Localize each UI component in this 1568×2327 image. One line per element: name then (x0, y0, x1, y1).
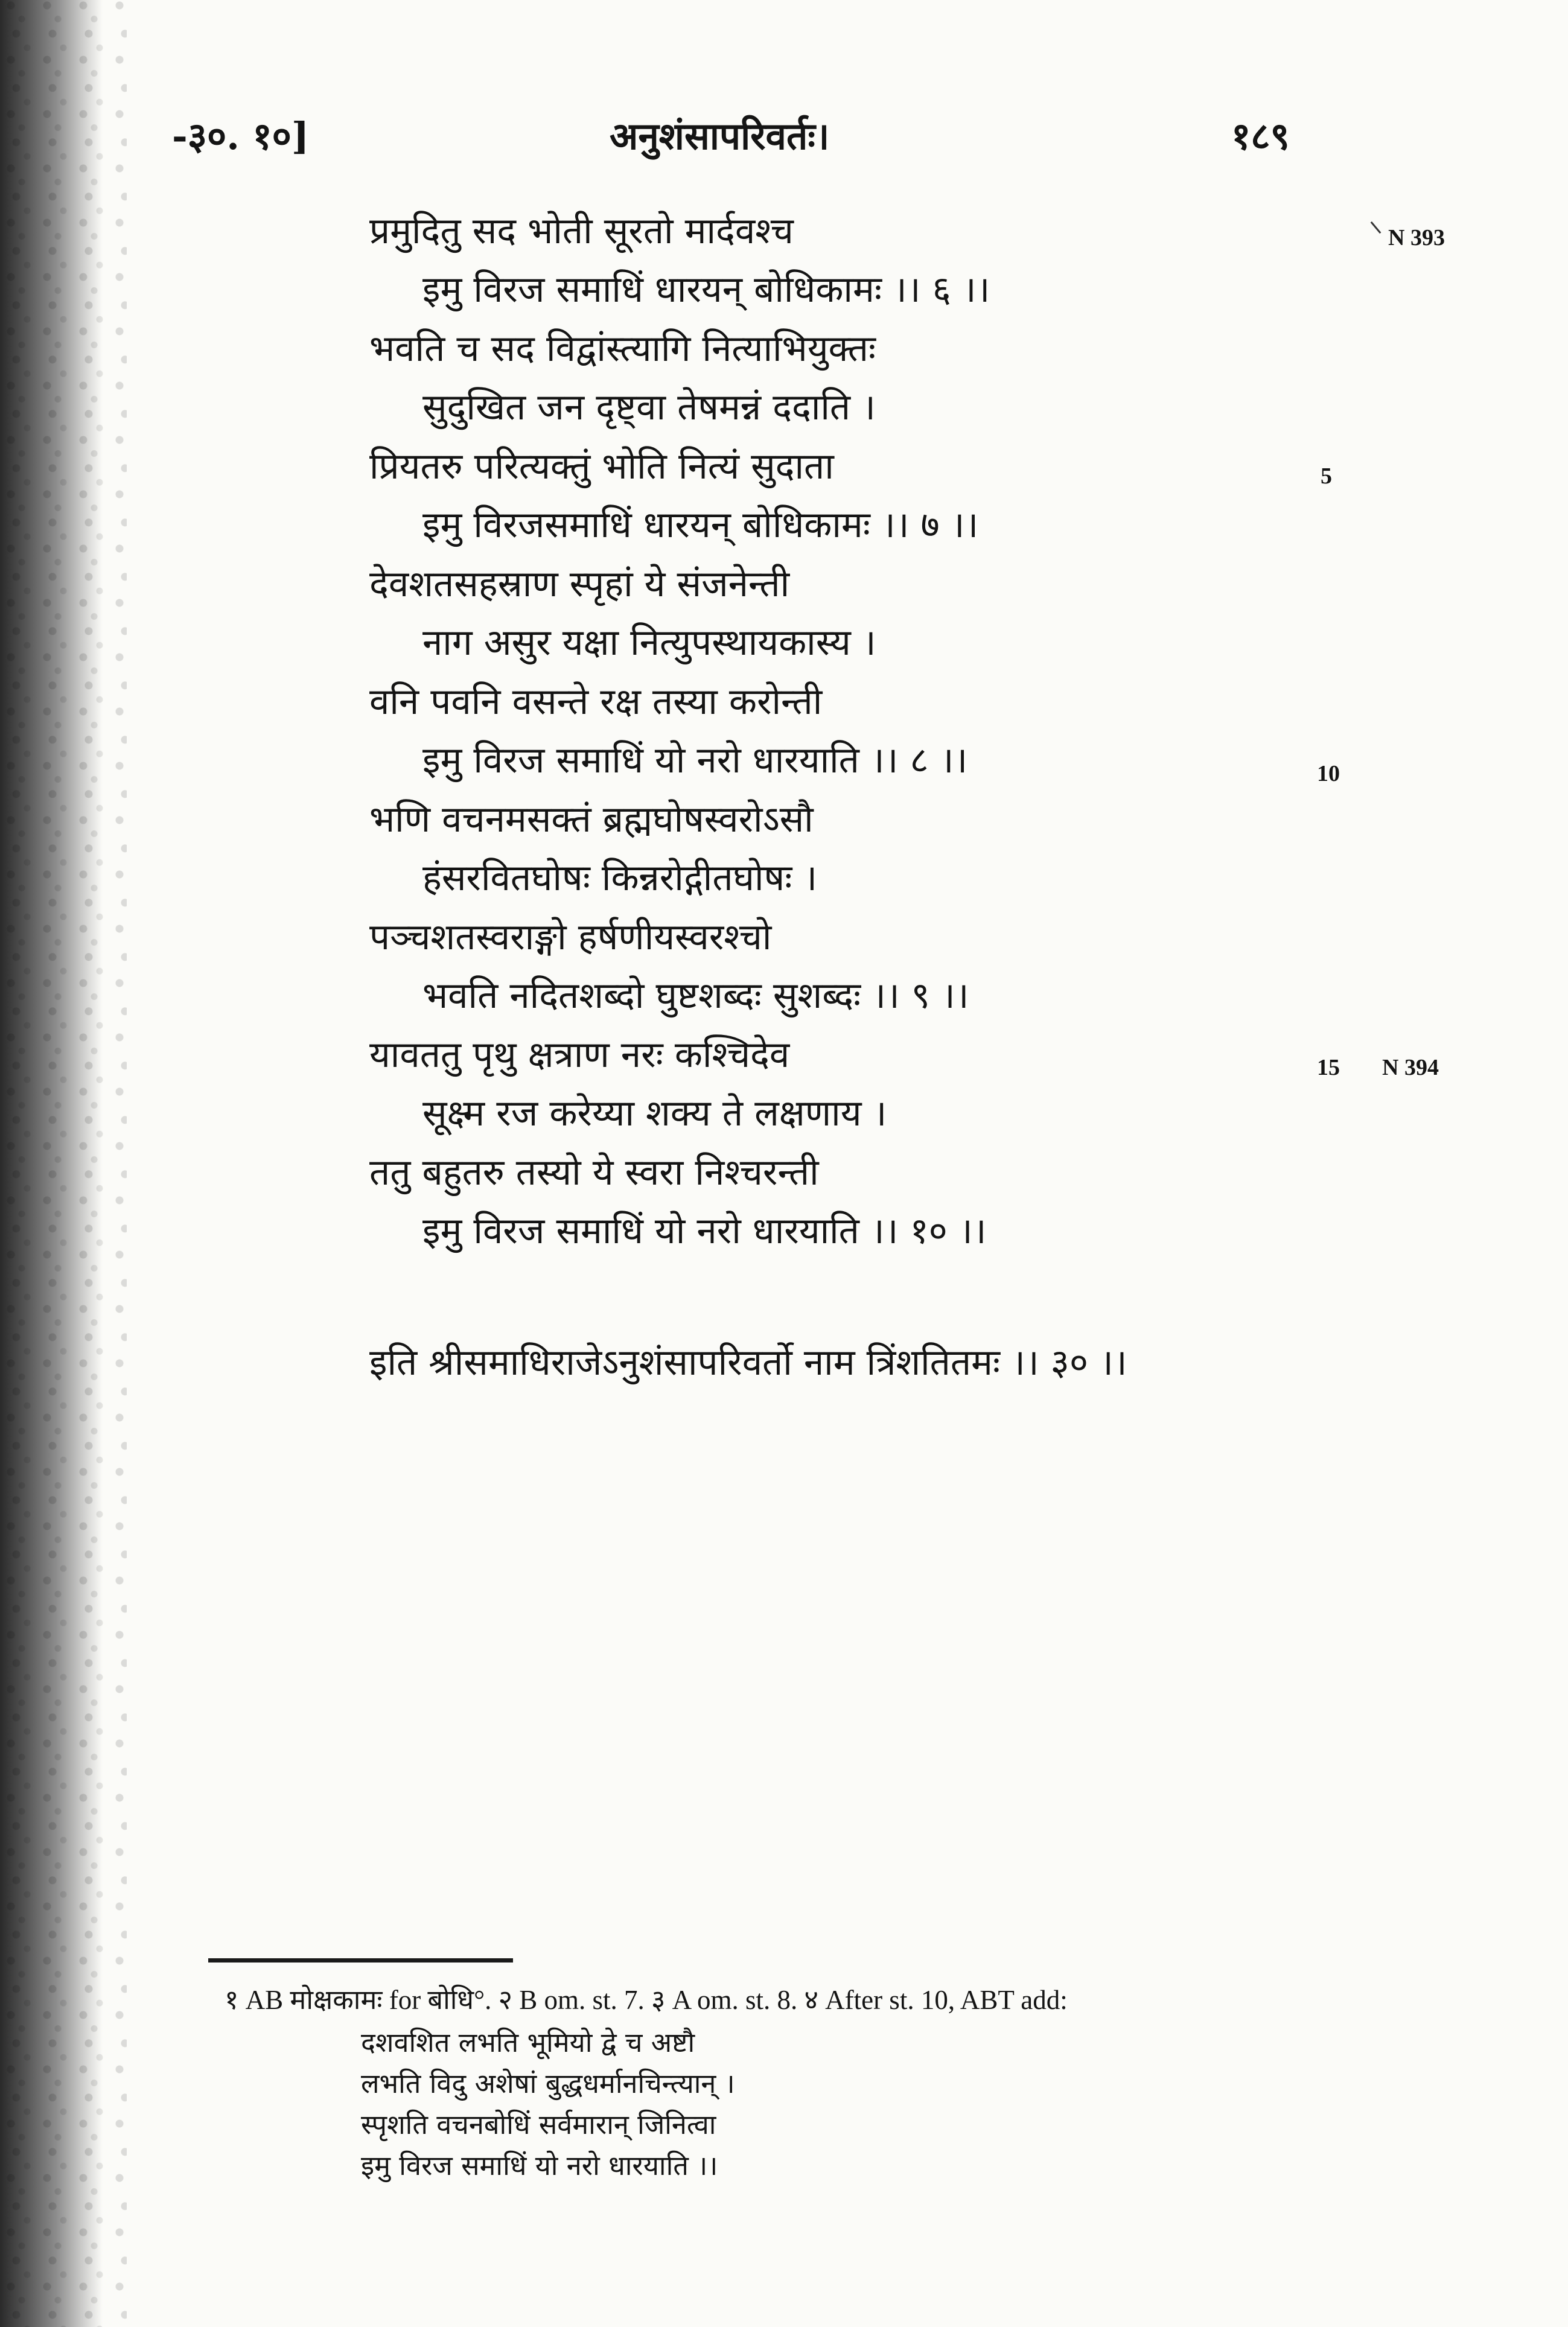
verse-line: ततु बहुतरु तस्यो ये स्वरा निश्चरन्ती (369, 1151, 819, 1194)
margin-tick-mark (1371, 221, 1382, 234)
header-chapter-title: अनुशंसापरिवर्तः। (610, 114, 830, 158)
scan-noise (0, 0, 127, 2327)
margin-ref-n394: N 394 (1382, 1055, 1439, 1080)
footnote-verse-line: इमु विरज समाधिं यो नरो धारयाति ।। (361, 2150, 718, 2182)
verse-line: भणि वचनमसक्तं ब्रह्मघोषस्वरोऽसौ (369, 798, 814, 841)
margin-ref-n393: N 393 (1388, 225, 1445, 250)
header-page-number: १८९ (1231, 114, 1290, 158)
verse-line: हंसरवितघोषः किन्नरोद्गीतघोषः । (422, 857, 818, 899)
verse-line: पञ्चशतस्वराङ्गो हर्षणीयस्वरश्चो (369, 916, 772, 958)
margin-line-number: 15 (1317, 1055, 1340, 1080)
verse-line: इमु विरज समाधिं यो नरो धारयाति ।। १० ।। (422, 1210, 987, 1252)
verse-line: भवति च सद विद्वांस्त्यागि नित्याभियुक्तः (369, 328, 876, 370)
verse-line: यावततु पृथु क्षत्राण नरः कश्चिदेव (369, 1034, 790, 1076)
chapter-colophon: इति श्रीसमाधिराजेऽनुशंसापरिवर्तो नाम त्रिंशतितमः ।। ३० ।। (369, 1342, 1127, 1384)
footnote-line: १ AB मोक्षकामः for बोधि°. २ B om. st. 7. ३ A om. st. 8. ४ After st. 10, ABT add: (225, 1985, 1068, 2015)
verse-line: इमु विरज समाधिं धारयन् बोधिकामः ।। ६ ।। (422, 269, 990, 311)
verse-line: सूक्ष्म रज करेय्या शक्य ते लक्षणाय । (422, 1092, 887, 1135)
verse-line: इमु विरजसमाधिं धारयन् बोधिकामः ।। ७ ।। (422, 504, 979, 546)
footnote-verse-line: दशवशित लभति भूमियो द्वे च अष्टौ (361, 2026, 695, 2058)
header-verse-range: -३०. १०] (172, 114, 310, 158)
verse-line: प्रियतरु परित्यक्तुं भोति नित्यं सुदाता (369, 445, 834, 488)
verse-line: देवशतसहस्राण स्पृहां ये संजनेन्ती (369, 563, 790, 605)
verse-line: भवति नदितशब्दो घुष्टशब्दः सुशब्दः ।। ९ ।। (422, 975, 969, 1017)
margin-line-number: 10 (1317, 761, 1340, 786)
footnote-separator (208, 1958, 513, 1963)
footnote-verse-line: स्पृशति वचनबोधिं सर्वमारान् जिनित्वा (361, 2109, 716, 2141)
footnote-verse-line: लभति विदु अशेषां बुद्धधर्मानचिन्त्यान् । (361, 2068, 735, 2099)
margin-line-number: 5 (1321, 463, 1332, 489)
verse-line: नाग असुर यक्षा नित्युपस्थायकास्य । (422, 622, 876, 664)
verse-line: प्रमुदितु सद भोती सूरतो मार्दवश्च (369, 210, 794, 252)
verse-line: इमु विरज समाधिं यो नरो धारयाति ।। ८ ।। (422, 739, 968, 782)
verse-line: सुदुखित जन दृष्ट्वा तेषमन्नं ददाति । (422, 386, 876, 428)
verse-line: वनि पवनि वसन्ते रक्ष तस्या करोन्ती (369, 681, 823, 723)
